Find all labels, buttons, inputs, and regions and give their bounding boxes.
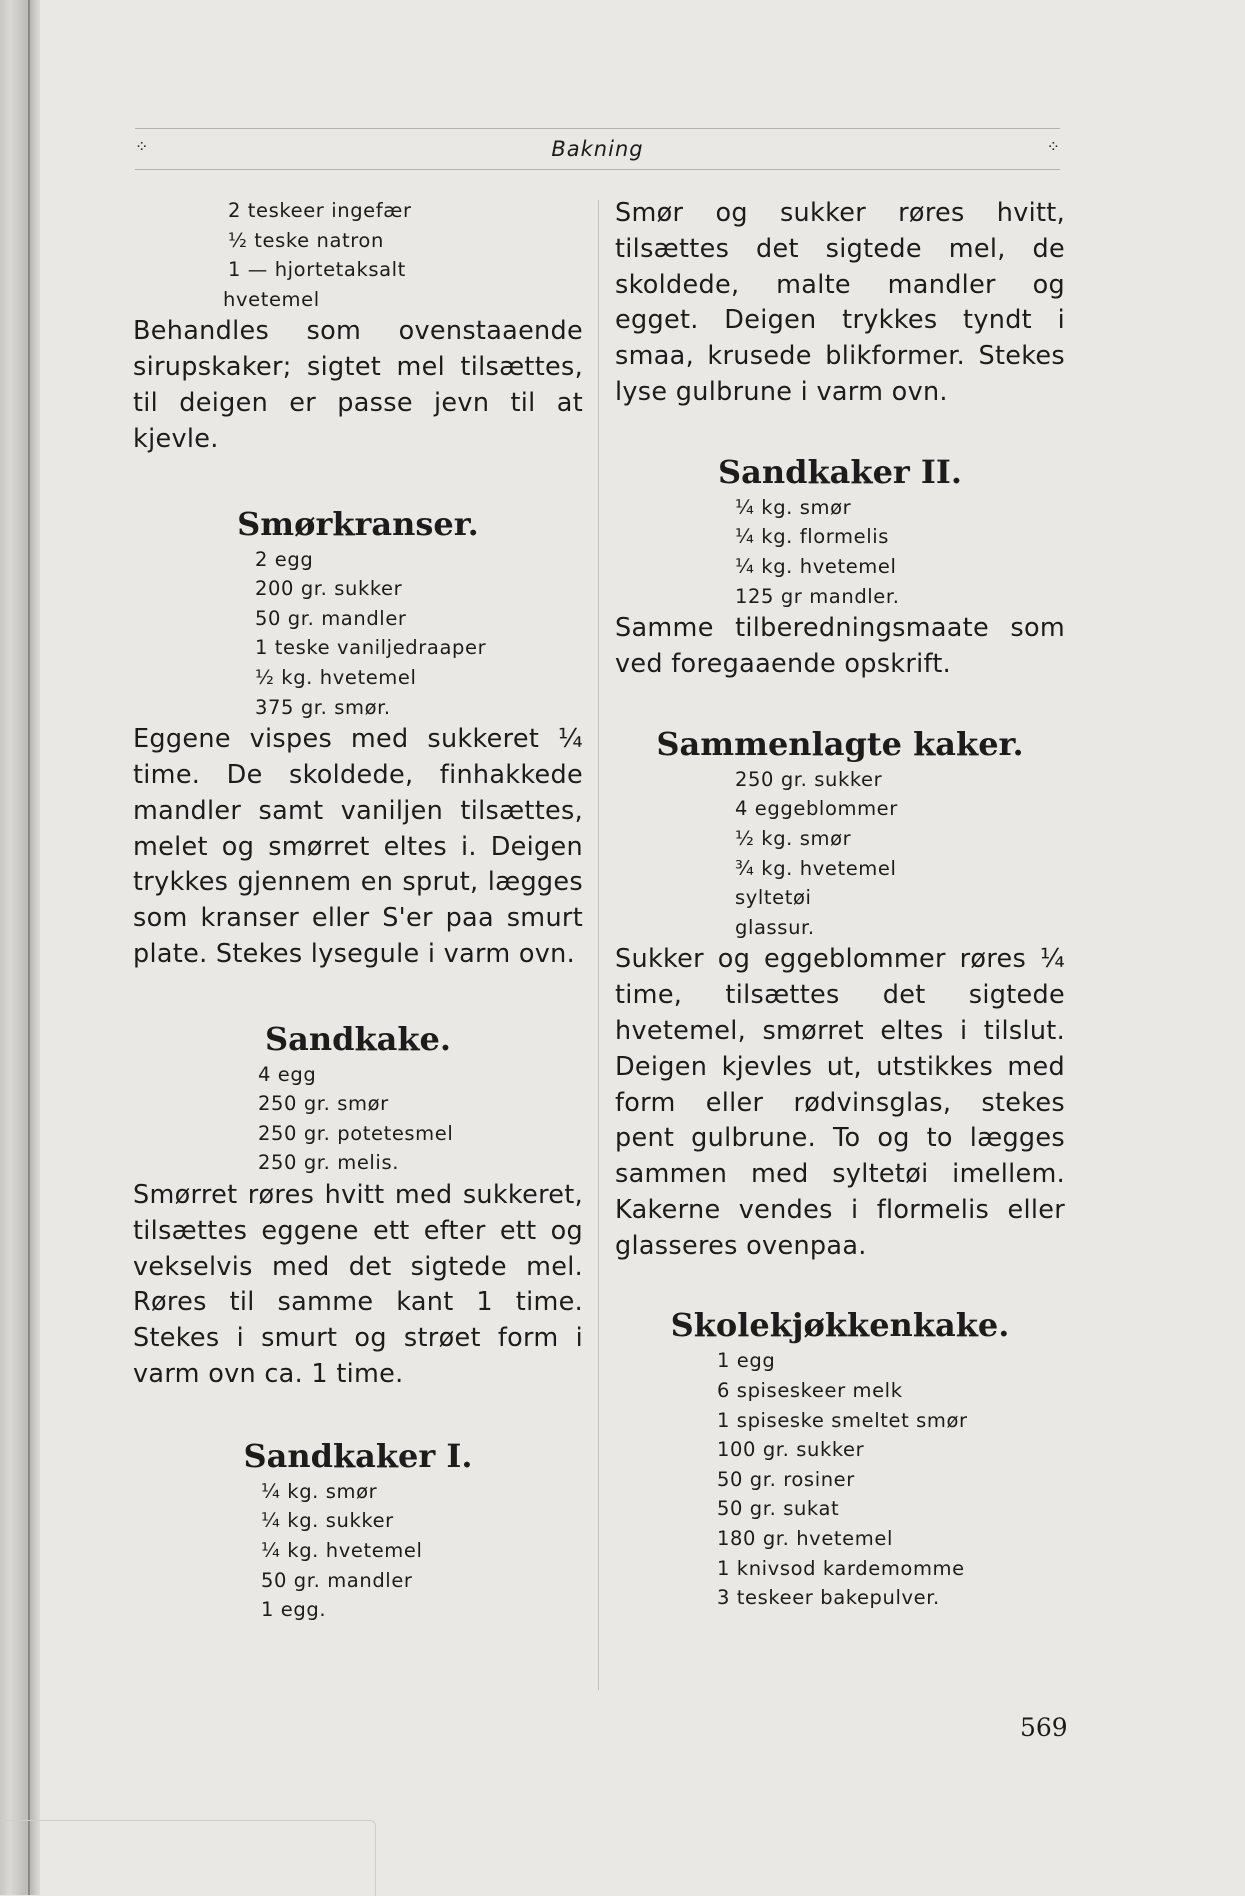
- left-column: [133, 196, 583, 1625]
- ingredient-line: 1 egg.: [261, 1598, 327, 1622]
- intro-paragraph: Behandles som ovenstaaende sirupskaker; sigtet mel tilsættes, til deigen er passe jevn til at kjevle.: [133, 316, 583, 454]
- ingredient-line: 250 gr. sukker: [735, 767, 883, 791]
- ingredient-line: 250 gr. potetesmel: [258, 1121, 454, 1145]
- ornament-right-icon: ⁘: [1046, 137, 1060, 156]
- ingredient-line: 50 gr. mandler: [261, 1568, 413, 1592]
- ingredient-line: ¼ kg. sukker: [261, 1509, 394, 1533]
- recipe-title-sandkaker-1: Sandkaker I.: [243, 1436, 473, 1475]
- ingredient-line: 3 teskeer bakepulver.: [717, 1586, 940, 1610]
- ingredients-skolekjokkenkake: [615, 1346, 1065, 1612]
- intro-paragraph-right: Smør og sukker røres hvitt, tilsættes det sigtede mel, de skoldede, malte mandler og egget. Deigen trykkes tyndt i smaa, krusede blikformer. Stekes lyse gulbrune i varm ovn.: [615, 198, 1065, 407]
- ingredient-line: 1 egg: [717, 1349, 776, 1373]
- recipe-title-sandkaker-2: Sandkaker II.: [718, 452, 962, 491]
- method-paragraph-sandkaker-2: Samme tilberedningsmaate som ved foregaaende opskrift.: [615, 613, 1065, 679]
- ingredient-line: 180 gr. hvetemel: [717, 1527, 893, 1551]
- ornament-left-icon: ⁘: [135, 137, 149, 156]
- ingredient-line: 4 eggeblommer: [735, 797, 898, 821]
- ingredient-line: 2 egg: [255, 547, 314, 571]
- ingredient-line: glassur.: [735, 915, 815, 939]
- ingredient-line: 250 gr. smør: [258, 1092, 389, 1116]
- ingredient-line: 1 teske vaniljedraaper: [255, 636, 487, 660]
- ingredient-line: 1 knivsod kardemomme: [717, 1556, 965, 1580]
- ingredients-sandkaker-1: [133, 1477, 583, 1625]
- right-column: [615, 196, 1065, 1613]
- ingredient-line: ¼ kg. smør: [261, 1479, 378, 1503]
- ingredient-line: ½ teske natron: [228, 228, 384, 252]
- ingredient-line: 1 — hjortetaksalt: [228, 258, 406, 282]
- ingredient-line: 4 egg: [258, 1062, 317, 1086]
- ingredient-line: ¼ kg. smør: [735, 495, 852, 519]
- ingredient-line: 100 gr. sukker: [717, 1438, 865, 1462]
- recipe-title-skolekjokkenkake: Skolekjøkkenkake.: [670, 1306, 1010, 1345]
- column-divider: [598, 200, 599, 1690]
- ingredient-line: 375 gr. smør.: [255, 695, 391, 719]
- ingredient-line: 1 spiseske smeltet smør: [717, 1408, 968, 1432]
- ingredient-line: ¼ kg. flormelis: [735, 525, 890, 549]
- book-gutter-line: [28, 0, 30, 1895]
- recipe-title-sammenlagte-kaker: Sammenlagte kaker.: [656, 724, 1024, 763]
- ingredient-line: 50 gr. mandler: [255, 606, 407, 630]
- page-number: 569: [1020, 1713, 1068, 1742]
- ingredient-line: 250 gr. melis.: [258, 1151, 400, 1175]
- recipe-title-sandkake: Sandkake.: [264, 1019, 452, 1058]
- page-edge-tab: [0, 1820, 376, 1896]
- ingredient-line: 6 spiseskeer melk: [717, 1379, 903, 1403]
- intro-ingredients: [133, 196, 583, 314]
- method-paragraph-smorkranser: Eggene vispes med sukkeret ¼ time. De skoldede, finhakkede mandler samt vaniljen tilsættes, melet og smørret eltes i. Deigen trykkes gjennem en sprut, lægges som kranser eller S'er paa smurt plate. Stekes lysegule i varm ovn.: [133, 724, 583, 969]
- ingredient-line: ½ kg. hvetemel: [255, 665, 417, 689]
- ingredient-line: hvetemel: [223, 287, 320, 311]
- method-paragraph-sammenlagte-kaker: Sukker og eggeblommer røres ¼ time, tilsættes det sigtede hvetemel, smørret eltes i tilslut. Deigen kjevles ut, utstikkes med form eller rødvinsglas, stekes pent gulbrune. To og to lægges sammen med syltetøi imellem. Kakerne vendes i flormelis eller glasseres ovenpaa.: [615, 944, 1065, 1261]
- method-paragraph-sandkake: Smørret røres hvitt med sukkeret, tilsættes eggene ett efter ett og vekselvis med det sigtede mel. Røres til samme kant 1 time. Stekes i smurt og strøet form i varm ovn ca. 1 time.: [133, 1180, 583, 1390]
- ingredient-line: ¾ kg. hvetemel: [735, 856, 897, 880]
- header-title: Bakning: [551, 137, 644, 161]
- ingredient-line: syltetøi: [735, 886, 812, 910]
- book-spine-shadow: [0, 0, 40, 1895]
- ingredient-line: 125 gr mandler.: [735, 584, 900, 608]
- ingredient-line: 200 gr. sukker: [255, 577, 403, 601]
- running-header: [135, 128, 1060, 170]
- ingredient-line: ¼ kg. hvetemel: [261, 1539, 423, 1563]
- ingredients-sandkaker-2: [615, 493, 1065, 611]
- ingredient-line: ¼ kg. hvetemel: [735, 554, 897, 578]
- ingredients-sandkake: [133, 1060, 583, 1178]
- ingredients-smorkranser: [133, 545, 583, 723]
- ingredient-line: 50 gr. sukat: [717, 1497, 840, 1521]
- ingredient-line: 2 teskeer ingefær: [228, 199, 412, 222]
- ingredient-line: 50 gr. rosiner: [717, 1467, 855, 1491]
- ingredients-sammenlagte-kaker: [615, 765, 1065, 943]
- recipe-title-smorkranser: Smørkranser.: [237, 504, 479, 543]
- ingredient-line: ½ kg. smør: [735, 826, 852, 850]
